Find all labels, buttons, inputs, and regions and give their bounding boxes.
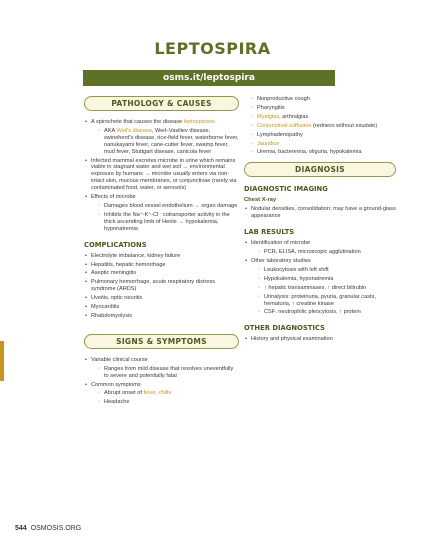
- list-item: • Identification of microbe ◦ PCR, ELISA, microscopic agglutination: [244, 240, 396, 256]
- list-item: ◦ Pharyngitis: [244, 105, 396, 112]
- list-item: ◦ Conjunctival suffusion (redness without exudate): [244, 123, 396, 130]
- list-item: • Myocarditis: [84, 304, 239, 311]
- pathology-list: [84, 119, 239, 233]
- list-item: • Variable clinical course ◦ Ranges from mild disease that resolves uneventfully to severe and potentially fatal: [84, 357, 239, 380]
- list-item: ◦ ↑ hepatic transaminases, ↑ direct bilirubin: [251, 285, 396, 292]
- diagnosis-heading: DIAGNOSIS: [244, 162, 396, 177]
- complications-list: [84, 253, 239, 320]
- url-banner[interactable]: osms.it/leptospira: [83, 70, 335, 86]
- lab-list: [244, 240, 396, 316]
- pathology-heading: PATHOLOGY & CAUSES: [84, 96, 239, 111]
- imaging-list: [244, 206, 396, 220]
- list-item: ◦ Myalgias, arthralgias: [244, 114, 396, 121]
- signs-heading: SIGNS & SYMPTOMS: [84, 334, 239, 349]
- list-item: • Pulmonary hemorrhage, acute respiratory distress syndrome (ARDS): [84, 279, 239, 293]
- list-item: ◦ PCR, ELISA, microscopic agglutination: [251, 249, 396, 256]
- list-item: • Electrolyte imbalance, kidney failure: [84, 253, 239, 260]
- list-item: ◦ Ranges from mild disease that resolves uneventfully to severe and potentially fatal: [91, 366, 239, 380]
- list-item: • Effects of microbe ◦ Damages blood vessel endothelium → organ damage ◦ Inhibits the Na⁺-K⁺-Cl⁻ cotransporter activity in the thick ascending limb of Henle → hypokalemia, hyponatremia: [84, 194, 239, 233]
- list-item: • Hepatitis, hepatic hemorrhage: [84, 262, 239, 269]
- list-item: ◦ Abrupt onset of fever, chills: [91, 390, 239, 397]
- list-item: • Aseptic meningitis: [84, 270, 239, 277]
- list-item: • Rhabdomyolysis: [84, 313, 239, 320]
- list-item: ◦ AKA Weil's disease, Weil–Vasiliev disease, swineherd's disease, rice-field fever, waterborne fever, nanukayami fever, cane-cutter fever, swamp fever, mud fever, Stuttgart disease, canicola fever: [91, 128, 239, 156]
- list-item: • Uveitis, optic neuritis: [84, 295, 239, 302]
- list-item: • A spirochete that causes the disease leptospirosis ◦ AKA Weil's disease, Weil–Vasiliev disease, swineherd's disease, rice-field fever, waterborne fever, nanukayami fever, cane-cutter fever, swamp fever, mud fever, Stuttgart disease, canicola fever: [84, 119, 239, 156]
- list-item: ◦ Uremia, bacteremia, oliguria, hypokalemia: [244, 149, 396, 156]
- signs-continued-list: [244, 96, 396, 156]
- list-item: ◦ Urinalysis: proteinuria, pyuria, granular casts, hematuria, ↑ creatine kinase: [251, 294, 396, 308]
- page-title: LEPTOSPIRA: [154, 39, 271, 58]
- list-item: ◦ CSF: neutrophilic pleocytosis, ↑ protein: [251, 309, 396, 316]
- page-footer: [15, 525, 81, 532]
- list-item: ◦ Hypokalemia, hyponatremia: [251, 276, 396, 283]
- right-column: [244, 96, 396, 345]
- chapter-tab: [0, 341, 4, 381]
- list-item: ◦ Leukocytosis with left shift: [251, 267, 396, 274]
- imaging-subheading: Chest X-ray: [244, 197, 277, 204]
- other-diagnostics-list: [244, 336, 396, 343]
- lab-heading: LAB RESULTS: [244, 228, 295, 237]
- page-number: 544: [15, 525, 27, 532]
- list-item: ◦ Headache: [91, 399, 239, 406]
- list-item: • History and physical examination: [244, 336, 396, 343]
- complications-heading: COMPLICATIONS: [84, 240, 147, 249]
- list-item: • Other laboratory studies ◦ Leukocytosis with left shift ◦ Hypokalemia, hyponatremia ◦ ↑ hepatic transaminases, ↑ direct bilirubin ◦ Urinalysis: proteinuria, pyuria, granular casts, hematuria, ↑ creatine kinase ◦ CSF: neutrophilic pleocytosis, ↑ protein: [244, 258, 396, 316]
- imaging-heading: DIAGNOSTIC IMAGING: [244, 185, 328, 194]
- list-item: • Infected mammal excretes microbe in urine which remains viable in stagnant water and wet soil → environmental exposure by humans → microbe usually enters via non-intact skin, mucous membranes, or conjunctivae (rarely via contaminated food, water, or aerosols): [84, 158, 239, 193]
- list-item: • Common symptoms ◦ Abrupt onset of fever, chills ◦ Headache: [84, 382, 239, 407]
- list-item: ◦ Lymphadenopathy: [244, 132, 396, 139]
- other-diagnostics-heading: OTHER DIAGNOSTICS: [244, 324, 325, 333]
- left-column: [84, 96, 239, 408]
- list-item: ◦ Damages blood vessel endothelium → organ damage: [91, 203, 239, 210]
- list-item: ◦ Jaundice: [244, 141, 396, 148]
- list-item: • Nodular densities, consolidation; may have a ground-glass appearance: [244, 206, 396, 220]
- list-item: ◦ Nonproductive cough: [244, 96, 396, 103]
- site-name[interactable]: OSMOSIS.ORG: [30, 525, 82, 532]
- signs-list: [84, 357, 239, 406]
- list-item: ◦ Inhibits the Na⁺-K⁺-Cl⁻ cotransporter activity in the thick ascending limb of Henle → hypokalemia, hyponatremia: [91, 212, 239, 233]
